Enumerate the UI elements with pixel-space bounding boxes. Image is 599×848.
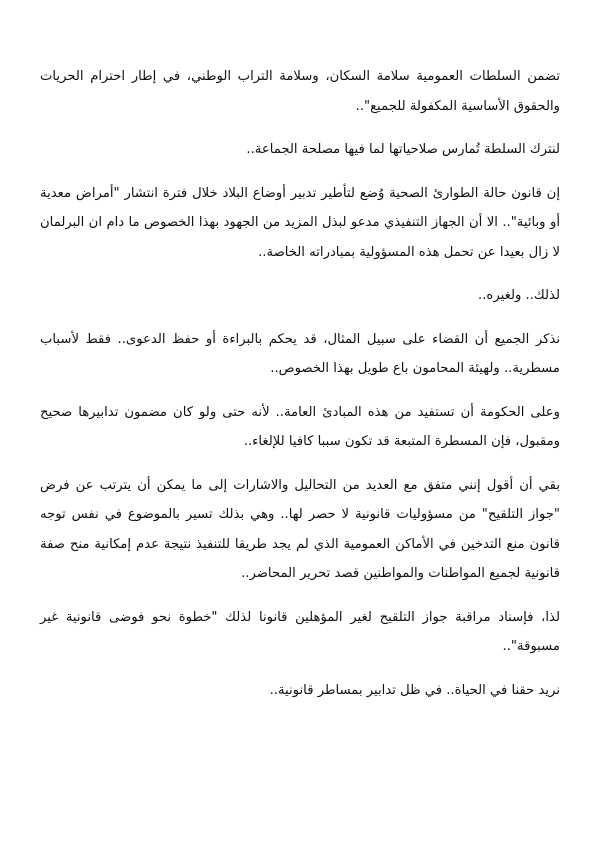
paragraph-6: وعلى الحكومة أن تستفيد من هذه المبادئ العامة.. لأنه حتى ولو كان مضمون تدابيرها صحيح ومقبول، فإن المسطرة المتبعة قد تكون سببا كافيا للإلغاء.. xyxy=(40,404,560,449)
paragraph-3: إن قانون حالة الطوارئ الصحية وُضع لتأطير تدبير أوضاع البلاد خلال فترة انتشار "أمراض معدية أو وبائية".. الا أن الجهاز التنفيذي مدعو لبذل المزيد من الجهود بهذا الخصوص ما دام ان البرلمان لا زال بعيدا عن تحمل هذه المسؤولية بمبادراته الخاصة.. xyxy=(40,185,560,260)
paragraph-2: لنترك السلطة تُمارس صلاحياتها لما فيها مصلحة الجماعة.. xyxy=(246,142,560,157)
article-body xyxy=(40,62,560,719)
paragraph-8: لذا، فإسناد مراقبة جواز التلقيح لغير المؤهلين قانونا لذلك "خطوة نحو فوضى قانونية غير مسبوقة".. xyxy=(40,609,560,654)
paragraph-7: بقي أن أقول إنني متفق مع العديد من التحاليل والاشارات إلى ما يمكن أن يترتب عن فرض "جواز التلقيح" من مسؤوليات قانونية لا حصر لها.. وهي بذلك تسير بالموضوع في نفس توجه قانون منع التدخين في الأماكن العمومية الذي لم يجد طريقا للتنفيذ نتيجة عدم إمكانية منح صفة قانونية لجميع المواطنات والمواطنين قصد تحرير المحاضر.. xyxy=(40,477,560,581)
paragraph-4: لذلك.. ولغيره.. xyxy=(478,288,560,303)
paragraph-5: نذكر الجميع أن القضاء على سبيل المثال، قد يحكم بالبراءة أو حفظ الدعوى.. فقط لأسباب مسطرية.. ولهيئة المحامون باع طويل بهذا الخصوص.. xyxy=(40,331,560,376)
paragraph-9: نريد حقنا في الحياة.. في ظل تدابير بمساطر قانونية.. xyxy=(269,682,560,698)
paragraph-1: تضمن السلطات العمومية سلامة السكان، وسلامة التراب الوطني، في إطار احترام الحريات والحقوق الأساسية المكفولة للجميع".. xyxy=(40,69,560,114)
